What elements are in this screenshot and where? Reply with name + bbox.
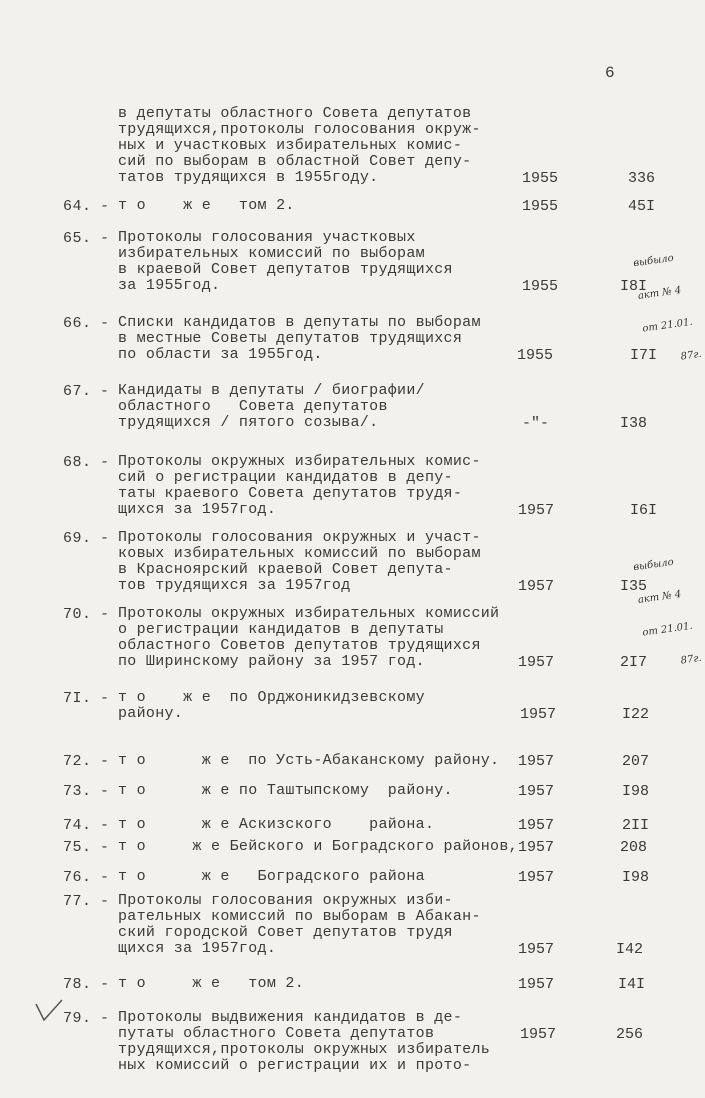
entry-description	[118, 753, 499, 769]
entry-number: 68.	[63, 454, 92, 471]
entry-dash: -	[100, 383, 110, 400]
margin-note-line: выбыло	[632, 556, 675, 574]
description-line: ных комиссий о регистрации их и прото-	[118, 1057, 472, 1074]
description-line: о регистрации кандидатов в депутаты	[118, 621, 444, 638]
description-line: в Красноярский краевой Совет депута-	[118, 561, 453, 578]
entry-year: 1957	[518, 839, 555, 856]
description-line: в краевой Совет депутатов трудящихся	[118, 261, 453, 278]
description-line: району.	[118, 705, 184, 722]
description-line: Кандидаты в депутаты / биографии/	[118, 382, 425, 399]
entry-description	[118, 530, 481, 594]
description-line: за 1955год.	[118, 277, 221, 294]
entry-year: 1957	[518, 817, 555, 834]
description-line: т о ж е том 2.	[118, 975, 305, 992]
description-line: сий о регистрации кандидатов в депу-	[118, 469, 453, 486]
entry-sheet-count: I98	[622, 783, 650, 800]
entry-dash: -	[100, 230, 110, 247]
entry-dash: -	[100, 893, 110, 910]
entry-year: 1957	[518, 578, 555, 595]
margin-note-line: от 21.01.	[641, 316, 694, 335]
description-line: щихся за 1957год.	[118, 940, 277, 957]
entry-sheet-count: 2I7	[620, 654, 648, 671]
description-line: в местные Советы депутатов трудящихся	[118, 330, 463, 347]
description-line: избирательных комиссий по выборам	[118, 245, 425, 262]
entry-year: 1957	[518, 654, 555, 671]
entry-year: 1955	[517, 347, 554, 364]
entry-sheet-count: I7I	[630, 347, 658, 364]
entry-dash: -	[100, 315, 110, 332]
checkmark-icon	[34, 998, 64, 1024]
margin-note-line: акт № 4	[637, 588, 682, 606]
entry-sheet-count: 336	[628, 170, 656, 187]
entry-sheet-count: 2II	[622, 817, 650, 834]
page-number: 6	[605, 64, 615, 82]
description-line: т о ж е Аскизского района.	[118, 816, 435, 833]
entry-description	[118, 839, 518, 855]
entry-number: 7I.	[63, 690, 92, 707]
entry-sheet-count: I42	[616, 941, 644, 958]
description-line: трудящихся,протоколы голосования окруж-	[118, 121, 481, 138]
entry-dash: -	[100, 690, 110, 707]
entry-description	[118, 1010, 490, 1074]
entry-number: 79.	[63, 1010, 92, 1027]
description-line: трудящихся / пятого созыва/.	[118, 414, 379, 431]
description-line: ковых избирательных комиссий по выборам	[118, 545, 481, 562]
entry-description	[118, 106, 481, 186]
entry-number: 70.	[63, 606, 92, 623]
description-line: т о ж е Боградского района	[118, 868, 425, 885]
description-line: Списки кандидатов в депутаты по выборам	[118, 314, 481, 331]
description-line: областного Совета депутатов	[118, 398, 388, 415]
entry-dash: -	[100, 839, 110, 856]
entry-dash: -	[100, 1010, 110, 1027]
entry-year: 1957	[520, 706, 557, 723]
entry-sheet-count: 208	[620, 839, 648, 856]
entry-year: -"-	[522, 415, 550, 432]
description-line: тов трудящихся за 1957год	[118, 577, 351, 594]
entry-year: 1955	[522, 278, 559, 295]
entry-year: 1955	[522, 198, 559, 215]
entry-year: 1957	[518, 941, 555, 958]
description-line: т о ж е том 2.	[118, 197, 295, 214]
description-line: татов трудящихся в 1955году.	[118, 169, 379, 186]
margin-note-65	[630, 229, 705, 389]
description-line: в депутаты областного Совета депутатов	[118, 105, 472, 122]
margin-note-line: акт № 4	[637, 284, 682, 302]
entry-year: 1957	[518, 502, 555, 519]
description-line: рательных комиссий по выборам в Абакан-	[118, 908, 481, 925]
entry-sheet-count: 45I	[628, 198, 656, 215]
description-line: ский городской Совет депутатов трудя	[118, 924, 453, 941]
entry-description	[118, 783, 453, 799]
entry-number: 74.	[63, 817, 92, 834]
description-line: по Ширинскому району за 1957 год.	[118, 653, 425, 670]
entry-description	[118, 976, 304, 992]
entry-sheet-count: I4I	[618, 976, 646, 993]
entry-description	[118, 454, 481, 518]
margin-note-line: от 21.01.	[641, 620, 694, 639]
description-line: т о ж е Бейского и Боградского районов,	[118, 838, 518, 855]
margin-note-line: выбыло	[632, 252, 675, 270]
description-line: Протоколы голосования окружных и участ-	[118, 529, 481, 546]
entry-description	[118, 690, 425, 722]
description-line: областного Советов депутатов трудящихся	[118, 637, 481, 654]
description-line: Протоколы голосования окружных изби-	[118, 892, 453, 909]
description-line: т о ж е по Орджоникидзевскому	[118, 689, 425, 706]
entry-year: 1957	[518, 976, 555, 993]
entry-number: 65.	[63, 230, 92, 247]
entry-number: 76.	[63, 869, 92, 886]
entry-dash: -	[100, 976, 110, 993]
entry-dash: -	[100, 530, 110, 547]
entry-dash: -	[100, 817, 110, 834]
description-line: Протоколы окружных избирательных комис-	[118, 453, 481, 470]
description-line: Протоколы голосования участковых	[118, 229, 416, 246]
entry-sheet-count: I8I	[620, 278, 648, 295]
entry-sheet-count: 256	[616, 1026, 644, 1043]
entry-number: 75.	[63, 839, 92, 856]
entry-number: 77.	[63, 893, 92, 910]
entry-sheet-count: I6I	[630, 502, 658, 519]
entry-description	[118, 198, 295, 214]
entry-dash: -	[100, 198, 110, 215]
description-line: Протоколы выдвижения кандидатов в де-	[118, 1009, 463, 1026]
description-line: т о ж е по Таштыпскому району.	[118, 782, 453, 799]
entry-description	[118, 817, 434, 833]
entry-year: 1955	[522, 170, 559, 187]
entry-description	[118, 230, 453, 294]
entry-dash: -	[100, 869, 110, 886]
entry-dash: -	[100, 454, 110, 471]
entry-description	[118, 869, 425, 885]
entry-year: 1957	[518, 753, 555, 770]
description-line: ных и участковых избирательных комис-	[118, 137, 463, 154]
entry-description	[118, 606, 499, 670]
description-line: т о ж е по Усть-Абаканскому району.	[118, 752, 500, 769]
description-line: щихся за 1957год.	[118, 501, 277, 518]
entry-description	[118, 315, 481, 363]
entry-number: 72.	[63, 753, 92, 770]
entry-number: 69.	[63, 530, 92, 547]
entry-year: 1957	[518, 783, 555, 800]
entry-number: 73.	[63, 783, 92, 800]
entry-number: 78.	[63, 976, 92, 993]
entry-description	[118, 383, 425, 431]
description-line: сий по выборам в областной Совет депу-	[118, 153, 472, 170]
entry-year: 1957	[518, 869, 555, 886]
entry-description	[118, 893, 481, 957]
description-line: таты краевого Совета депутатов трудя-	[118, 485, 463, 502]
entry-sheet-count: I98	[622, 869, 650, 886]
entry-dash: -	[100, 753, 110, 770]
entry-number: 64.	[63, 198, 92, 215]
entry-sheet-count: I38	[620, 415, 648, 432]
entry-sheet-count: 207	[622, 753, 650, 770]
entry-number: 66.	[63, 315, 92, 332]
description-line: Протоколы окружных избирательных комиссий	[118, 605, 500, 622]
entry-dash: -	[100, 783, 110, 800]
description-line: путаты областного Совета депутатов	[118, 1025, 435, 1042]
entry-sheet-count: I35	[620, 578, 648, 595]
description-line: по области за 1955год.	[118, 346, 323, 363]
margin-note-line: 87г.	[680, 652, 703, 667]
entry-number: 67.	[63, 383, 92, 400]
entry-dash: -	[100, 606, 110, 623]
entry-sheet-count: I22	[622, 706, 650, 723]
margin-note-line: 87г.	[680, 348, 703, 363]
entry-year: 1957	[520, 1026, 557, 1043]
description-line: трудящихся,протоколы окружных избиратель	[118, 1041, 491, 1058]
